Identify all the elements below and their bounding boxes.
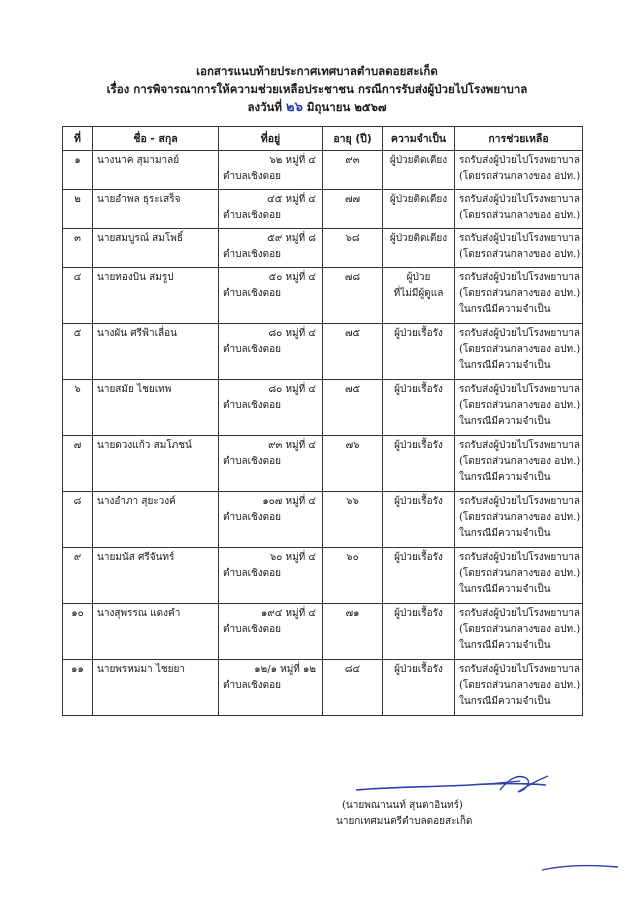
signatory-name: (นายพณานนท์ สุนตาอินทร์) xyxy=(342,800,463,811)
row-age: ๙๓ xyxy=(323,151,383,190)
row-age: ๗๘ xyxy=(323,268,383,324)
need-line-1: ผู้ป่วยเรื้อรัง xyxy=(394,384,443,395)
row-name: นายมนัส ศรีจันทร์ xyxy=(93,548,219,604)
need-line-1: ผู้ป่วยติดเตียง xyxy=(389,194,448,205)
date-day-handwritten: ๒๖ xyxy=(286,100,303,115)
row-age: ๗๑ xyxy=(323,604,383,660)
need-line-1: ผู้ป่วยเรื้อรัง xyxy=(394,608,443,619)
row-age: ๖๘ xyxy=(323,229,383,268)
row-address xyxy=(219,660,323,716)
table-row xyxy=(63,151,583,190)
assistance-line-1: รถรับส่งผู้ป่วยไปโรงพยาบาล xyxy=(459,233,580,244)
assistance-line-3: ในกรณีมีความจำเป็น xyxy=(459,472,551,483)
table-row xyxy=(63,436,583,492)
address-line-2: ตำบลเชิงดอย xyxy=(223,456,282,467)
header-age: อายุ (ปี) xyxy=(323,127,383,151)
assistance-line-2: (โดยรถส่วนกลางของ อปท.) xyxy=(459,344,581,355)
header-no: ที่ xyxy=(63,127,93,151)
table-row xyxy=(63,380,583,436)
address-line-2: ตำบลเชิงดอย xyxy=(223,680,282,691)
beneficiary-table xyxy=(62,126,583,716)
need-line-1: ผู้ป่วย xyxy=(406,272,431,283)
row-address xyxy=(219,548,323,604)
assistance-line-2: (โดยรถส่วนกลางของ อปท.) xyxy=(459,568,581,579)
row-need xyxy=(383,324,455,380)
assistance-line-1: รถรับส่งผู้ป่วยไปโรงพยาบาล xyxy=(459,664,580,675)
row-address xyxy=(219,324,323,380)
address-line-1: ๕๐ หมู่ที่ ๔ xyxy=(268,272,316,283)
row-name: นางนาค สุมามาลย์ xyxy=(93,151,219,190)
assistance-line-1: รถรับส่งผู้ป่วยไปโรงพยาบาล xyxy=(459,194,580,205)
row-assistance xyxy=(455,660,583,716)
assistance-line-3: ในกรณีมีความจำเป็น xyxy=(459,640,551,651)
row-age: ๘๔ xyxy=(323,660,383,716)
assistance-line-1: รถรับส่งผู้ป่วยไปโรงพยาบาล xyxy=(459,608,580,619)
address-line-2: ตำบลเชิงดอย xyxy=(223,210,282,221)
need-line-1: ผู้ป่วยเรื้อรัง xyxy=(394,440,443,451)
assistance-line-1: รถรับส่งผู้ป่วยไปโรงพยาบาล xyxy=(459,328,580,339)
assistance-line-1: รถรับส่งผู้ป่วยไปโรงพยาบาล xyxy=(459,272,580,283)
table-row xyxy=(63,229,583,268)
row-need xyxy=(383,229,455,268)
row-number: ๒ xyxy=(63,190,93,229)
pen-stroke-mark xyxy=(540,858,620,878)
document-header xyxy=(0,62,634,117)
row-number: ๔ xyxy=(63,268,93,324)
row-address xyxy=(219,436,323,492)
address-line-1: ๑๒/๑ หมู่ที่ ๑๒ xyxy=(254,664,316,675)
row-number: ๘ xyxy=(63,492,93,548)
date-month-year: มิถุนายน ๒๕๖๗ xyxy=(306,100,387,114)
address-line-2: ตำบลเชิงดอย xyxy=(223,344,282,355)
header-need: ความจำเป็น xyxy=(383,127,455,151)
table-row xyxy=(63,604,583,660)
address-line-1: ๘๐ หมู่ที่ ๔ xyxy=(268,384,316,395)
row-number: ๖ xyxy=(63,380,93,436)
row-assistance xyxy=(455,151,583,190)
row-address xyxy=(219,268,323,324)
signature-mark xyxy=(350,770,550,800)
row-number: ๕ xyxy=(63,324,93,380)
assistance-line-1: รถรับส่งผู้ป่วยไปโรงพยาบาล xyxy=(459,155,580,166)
row-age: ๖๐ xyxy=(323,548,383,604)
row-need xyxy=(383,151,455,190)
row-need xyxy=(383,548,455,604)
address-line-1: ๙๓ หมู่ที่ ๔ xyxy=(268,440,316,451)
row-name: นายอำพล ธุระเสร็จ xyxy=(93,190,219,229)
row-age: ๗๕ xyxy=(323,380,383,436)
assistance-line-2: (โดยรถส่วนกลางของ อปท.) xyxy=(459,249,581,260)
document-title: เอกสารแนบท้ายประกาศเทศบาลตำบลดอยสะเก็ด xyxy=(196,64,438,78)
address-line-2: ตำบลเชิงดอย xyxy=(223,249,282,260)
assistance-line-2: (โดยรถส่วนกลางของ อปท.) xyxy=(459,512,581,523)
address-line-2: ตำบลเชิงดอย xyxy=(223,624,282,635)
row-assistance xyxy=(455,190,583,229)
row-age: ๗๖ xyxy=(323,436,383,492)
document-date xyxy=(0,98,634,117)
row-need xyxy=(383,268,455,324)
row-address xyxy=(219,380,323,436)
assistance-line-1: รถรับส่งผู้ป่วยไปโรงพยาบาล xyxy=(459,552,580,563)
row-address xyxy=(219,492,323,548)
assistance-line-3: ในกรณีมีความจำเป็น xyxy=(459,304,551,315)
row-need xyxy=(383,190,455,229)
assistance-line-1: รถรับส่งผู้ป่วยไปโรงพยาบาล xyxy=(459,384,580,395)
row-assistance xyxy=(455,229,583,268)
row-assistance xyxy=(455,436,583,492)
address-line-1: ๑๐๗ หมู่ที่ ๔ xyxy=(262,496,316,507)
address-line-1: ๔๕ หมู่ที่ ๔ xyxy=(267,194,316,205)
address-line-1: ๖๒ หมู่ที่ ๔ xyxy=(269,155,316,166)
row-address xyxy=(219,151,323,190)
assistance-line-2: (โดยรถส่วนกลางของ อปท.) xyxy=(459,171,581,182)
row-number: ๑๐ xyxy=(63,604,93,660)
need-line-1: ผู้ป่วยติดเตียง xyxy=(389,155,448,166)
table-row xyxy=(63,548,583,604)
row-age: ๗๗ xyxy=(323,190,383,229)
assistance-line-3: ในกรณีมีความจำเป็น xyxy=(459,416,551,427)
assistance-line-2: (โดยรถส่วนกลางของ อปท.) xyxy=(459,288,581,299)
assistance-line-2: (โดยรถส่วนกลางของ อปท.) xyxy=(459,456,581,467)
address-line-1: ๘๐ หมู่ที่ ๔ xyxy=(268,328,316,339)
address-line-1: ๖๐ หมู่ที่ ๔ xyxy=(269,552,316,563)
assistance-line-2: (โดยรถส่วนกลางของ อปท.) xyxy=(459,680,581,691)
row-age: ๗๕ xyxy=(323,324,383,380)
row-name: นางผัน ศรีฟ้าเลื่อน xyxy=(93,324,219,380)
row-assistance xyxy=(455,324,583,380)
row-name: นายสมบูรณ์ สมโพธิ์ xyxy=(93,229,219,268)
table-row xyxy=(63,268,583,324)
address-line-2: ตำบลเชิงดอย xyxy=(223,568,282,579)
date-prefix: ลงวันที่ xyxy=(247,100,282,114)
row-address xyxy=(219,229,323,268)
assistance-line-3: ในกรณีมีความจำเป็น xyxy=(459,360,551,371)
address-line-1: ๕๙ หมู่ที่ ๘ xyxy=(267,233,316,244)
row-name: นางสุพรรณ แดงคำ xyxy=(93,604,219,660)
table-header-row xyxy=(63,127,583,151)
header-address: ที่อยู่ xyxy=(219,127,323,151)
need-line-1: ผู้ป่วยเรื้อรัง xyxy=(394,552,443,563)
table-row xyxy=(63,660,583,716)
row-assistance xyxy=(455,380,583,436)
signatory-position: นายกเทศมนตรีตำบลดอยสะเก็ด xyxy=(336,816,473,827)
need-line-1: ผู้ป่วยเรื้อรัง xyxy=(394,496,443,507)
row-address xyxy=(219,604,323,660)
address-line-2: ตำบลเชิงดอย xyxy=(223,400,282,411)
assistance-line-2: (โดยรถส่วนกลางของ อปท.) xyxy=(459,400,581,411)
address-line-2: ตำบลเชิงดอย xyxy=(223,288,282,299)
row-assistance xyxy=(455,548,583,604)
row-number: ๗ xyxy=(63,436,93,492)
assistance-line-2: (โดยรถส่วนกลางของ อปท.) xyxy=(459,624,581,635)
need-line-1: ผู้ป่วยติดเตียง xyxy=(389,233,448,244)
header-assistance: การช่วยเหลือ xyxy=(455,127,583,151)
row-need xyxy=(383,604,455,660)
row-address xyxy=(219,190,323,229)
row-need xyxy=(383,380,455,436)
assistance-line-1: รถรับส่งผู้ป่วยไปโรงพยาบาล xyxy=(459,496,580,507)
row-number: ๑๑ xyxy=(63,660,93,716)
assistance-line-2: (โดยรถส่วนกลางของ อปท.) xyxy=(459,210,581,221)
row-assistance xyxy=(455,492,583,548)
need-line-1: ผู้ป่วยเรื้อรัง xyxy=(394,664,443,675)
assistance-line-3: ในกรณีมีความจำเป็น xyxy=(459,696,551,707)
row-assistance xyxy=(455,604,583,660)
need-line-1: ผู้ป่วยเรื้อรัง xyxy=(394,328,443,339)
row-name: นายสมัย ไชยเทพ xyxy=(93,380,219,436)
table-row xyxy=(63,190,583,229)
row-name: นายทองบิน สมรูป xyxy=(93,268,219,324)
row-number: ๑ xyxy=(63,151,93,190)
row-number: ๙ xyxy=(63,548,93,604)
address-line-1: ๑๙๔ หมู่ที่ ๔ xyxy=(261,608,316,619)
row-name: นายพรหมมา ไชยยา xyxy=(93,660,219,716)
row-assistance xyxy=(455,268,583,324)
header-name: ชื่อ - สกุล xyxy=(93,127,219,151)
row-need xyxy=(383,660,455,716)
assistance-line-3: ในกรณีมีความจำเป็น xyxy=(459,528,551,539)
row-need xyxy=(383,492,455,548)
address-line-2: ตำบลเชิงดอย xyxy=(223,512,282,523)
need-line-2: ที่ไม่มีผู้ดูแล xyxy=(393,288,444,299)
assistance-line-3: ในกรณีมีความจำเป็น xyxy=(459,584,551,595)
table-row xyxy=(63,492,583,548)
row-need xyxy=(383,436,455,492)
assistance-line-1: รถรับส่งผู้ป่วยไปโรงพยาบาล xyxy=(459,440,580,451)
table-row xyxy=(63,324,583,380)
address-line-2: ตำบลเชิงดอย xyxy=(223,171,282,182)
row-age: ๖๖ xyxy=(323,492,383,548)
row-name: นางอำภา สุยะวงค์ xyxy=(93,492,219,548)
row-name: นายดวงแก้ว สมโภชน์ xyxy=(93,436,219,492)
row-number: ๓ xyxy=(63,229,93,268)
document-subject: เรื่อง การพิจารณาการให้ความช่วยเหลือประชาชน กรณีการรับส่งผู้ป่วยไปโรงพยาบาล xyxy=(106,82,528,96)
